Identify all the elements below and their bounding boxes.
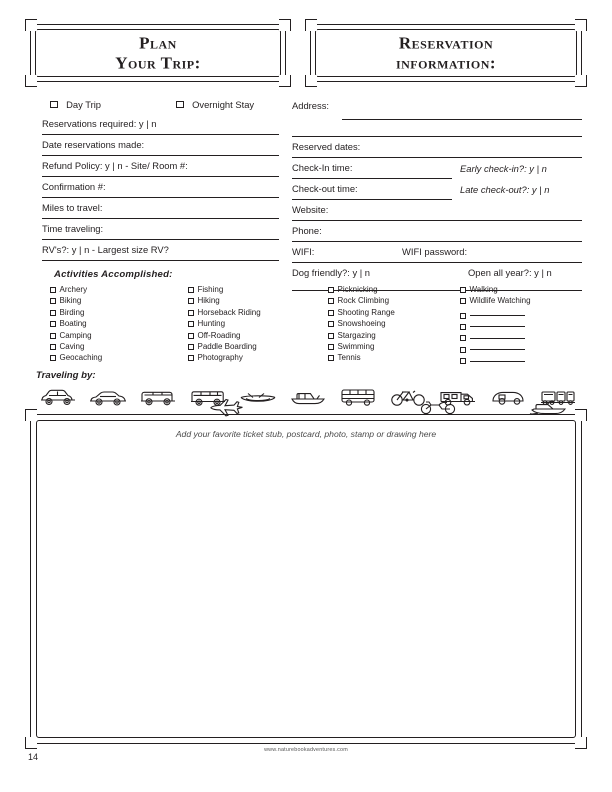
- phone-label: Phone:: [292, 225, 322, 236]
- overnight-stay-option[interactable]: [176, 98, 254, 110]
- check-in-time-label: Check-In time:: [292, 162, 353, 173]
- activity-label: Photography: [197, 353, 243, 363]
- activity-item[interactable]: [328, 352, 468, 363]
- reserved-dates-row[interactable]: [292, 139, 582, 160]
- activities-checklist: [36, 284, 588, 364]
- wifi-password-label: WIFI password:: [402, 246, 468, 257]
- time-traveling-row[interactable]: [42, 221, 279, 242]
- activity-label: Tennis: [337, 353, 361, 363]
- plan-title-line1: Plan: [139, 33, 177, 53]
- miles-to-travel-label: Miles to travel:: [42, 202, 103, 213]
- pet-and-season-row: [292, 265, 582, 285]
- check-out-time-label: Check-out time:: [292, 183, 358, 194]
- activity-label: Wildlife Watching: [469, 296, 531, 306]
- transport-icon-strip: [36, 385, 588, 411]
- activities-column-4: [460, 284, 580, 364]
- reserved-dates-rule: [292, 157, 582, 158]
- activity-label: Picknicking: [337, 285, 378, 294]
- trip-type-checkboxes: [42, 98, 279, 116]
- plan-your-trip-title: [31, 33, 285, 72]
- activity-item[interactable]: [328, 341, 468, 352]
- activity-item[interactable]: [188, 330, 328, 341]
- activity-blank-item[interactable]: [460, 318, 580, 329]
- activity-label: Hiking: [197, 296, 220, 306]
- open-all-year-label[interactable]: Open all year?: y | n: [468, 267, 552, 278]
- activity-item[interactable]: [188, 318, 328, 329]
- activity-label: Fishing: [197, 285, 224, 294]
- activity-label: Snowshoeing: [337, 319, 386, 329]
- activity-checkbox[interactable]: [188, 333, 194, 339]
- website-label: Website:: [292, 204, 329, 215]
- overnight-stay-label: Overnight Stay: [192, 99, 255, 111]
- footer-url: www.naturebookadventures.com: [264, 747, 348, 753]
- motorboat-icon[interactable]: [288, 385, 328, 409]
- traveling-by-heading: Traveling by:: [36, 370, 96, 381]
- miles-to-travel-row[interactable]: [42, 200, 279, 221]
- bicycle-icon[interactable]: [388, 385, 428, 409]
- activity-label: Boating: [59, 319, 87, 329]
- activity-blank-rule: [470, 349, 525, 350]
- activity-item[interactable]: [328, 307, 468, 318]
- activity-item[interactable]: [50, 352, 170, 363]
- reservations-required-rule: [42, 134, 279, 135]
- refund-policy-rule: [42, 176, 279, 177]
- minivan-icon[interactable]: [138, 385, 178, 409]
- canoe-icon[interactable]: [238, 385, 278, 409]
- activity-checkbox[interactable]: [188, 287, 194, 293]
- plaque-corner-notch: [279, 75, 291, 87]
- plaque-corner-notch: [305, 75, 317, 87]
- activity-checkbox[interactable]: [460, 358, 466, 364]
- reservations-required-row[interactable]: [42, 116, 279, 137]
- miles-to-travel-rule: [42, 218, 279, 219]
- reservation-information-title: [311, 33, 581, 72]
- address-label: Address:: [292, 100, 329, 111]
- reservation-title-line2: information:: [395, 53, 497, 72]
- activity-blank-rule: [470, 361, 525, 362]
- refund-policy-row[interactable]: [42, 158, 279, 179]
- activity-label: Birding: [59, 307, 85, 317]
- phone-rule: [292, 241, 582, 242]
- activity-checkbox[interactable]: [50, 355, 56, 361]
- address-rule: [342, 119, 582, 120]
- wifi-row[interactable]: [292, 244, 582, 265]
- reservations-required-label: Reservations required: y | n: [42, 118, 157, 129]
- activity-checkbox[interactable]: [188, 344, 194, 350]
- activity-label: Caving: [59, 342, 85, 352]
- activity-checkbox[interactable]: [328, 355, 334, 361]
- reservation-information-plaque: [310, 24, 582, 82]
- activity-blank-item[interactable]: [460, 307, 580, 318]
- activity-item[interactable]: [188, 341, 328, 352]
- website-rule: [292, 220, 582, 221]
- activity-checkbox[interactable]: [50, 298, 56, 304]
- activity-blank-item[interactable]: [460, 341, 580, 352]
- activity-item[interactable]: [328, 284, 468, 295]
- activity-checkbox[interactable]: [328, 321, 334, 327]
- dog-friendly-label[interactable]: Dog friendly?: y | n: [292, 267, 370, 278]
- address-rule-2: [292, 136, 582, 137]
- overnight-stay-checkbox[interactable]: [176, 101, 184, 109]
- train-icon[interactable]: [538, 385, 578, 409]
- activity-label: Biking: [59, 296, 82, 306]
- activity-label: Swimming: [337, 342, 375, 352]
- activity-checkbox[interactable]: [50, 344, 56, 350]
- activity-item[interactable]: [188, 307, 328, 318]
- plaque-corner-notch: [305, 19, 317, 31]
- plan-your-trip-section: [42, 98, 279, 280]
- activity-label: Camping: [59, 330, 92, 340]
- activity-label: Off-Roading: [197, 330, 241, 340]
- plaque-corner-notch: [279, 19, 291, 31]
- rv-label: RV's?: y | n - Largest size RV?: [42, 244, 169, 255]
- address-row[interactable]: [292, 98, 582, 122]
- activity-item[interactable]: [50, 330, 170, 341]
- reservation-title-line1: Reservation: [398, 33, 494, 53]
- check-out-time-rule: [292, 199, 452, 200]
- check-out-time-row[interactable]: [292, 181, 582, 202]
- activity-checkbox[interactable]: [50, 333, 56, 339]
- photo-box[interactable]: [30, 414, 582, 744]
- activity-checkbox[interactable]: [328, 287, 334, 293]
- time-traveling-label: Time traveling:: [42, 223, 104, 234]
- address-row-2[interactable]: [292, 122, 582, 139]
- check-in-time-rule: [292, 178, 452, 179]
- photo-box-hint: Add your favorite ticket stub, postcard, photo, stamp or drawing here: [175, 429, 437, 439]
- activity-checkbox[interactable]: [328, 333, 334, 339]
- activity-item[interactable]: [50, 307, 170, 318]
- plan-your-trip-plaque: [30, 24, 286, 82]
- activity-label: Horseback Riding: [197, 307, 261, 317]
- activity-item[interactable]: [460, 284, 580, 295]
- page-number: 14: [28, 752, 39, 762]
- confirmation-number-row[interactable]: [42, 179, 279, 200]
- activity-blank-item[interactable]: [460, 352, 580, 363]
- late-check-out-label[interactable]: Late check-out?: y | n: [460, 184, 550, 195]
- photo-box-corner-notch: [25, 409, 37, 421]
- activity-item[interactable]: [50, 295, 170, 306]
- activity-item[interactable]: [328, 295, 468, 306]
- activity-item[interactable]: [50, 341, 170, 352]
- confirmation-number-rule: [42, 197, 279, 198]
- activity-checkbox[interactable]: [328, 298, 334, 304]
- activity-item[interactable]: [328, 318, 468, 329]
- activities-column-2: [188, 284, 328, 364]
- teardrop-trailer-icon[interactable]: [488, 385, 528, 409]
- activity-label: Stargazing: [337, 330, 376, 340]
- activity-item[interactable]: [50, 318, 170, 329]
- day-trip-label: Day Trip: [66, 99, 102, 111]
- plaque-corner-notch: [575, 19, 587, 31]
- rv-row[interactable]: [42, 242, 279, 263]
- activity-checkbox[interactable]: [188, 321, 194, 327]
- date-reservations-made-label: Date reservations made:: [42, 139, 145, 150]
- activity-checkbox[interactable]: [50, 321, 56, 327]
- refund-policy-label: Refund Policy: y | n - Site/ Room #:: [42, 160, 188, 171]
- activities-column-1: [50, 284, 170, 364]
- header-plaques: [30, 24, 582, 84]
- plaque-corner-notch: [25, 75, 37, 87]
- wifi-rule: [292, 262, 582, 263]
- activity-checkbox[interactable]: [460, 298, 466, 304]
- website-row[interactable]: [292, 202, 582, 223]
- activity-label: Paddle Boarding: [197, 342, 257, 352]
- activities-accomplished-heading: Activities Accomplished:: [54, 269, 173, 280]
- date-reservations-made-row[interactable]: [42, 137, 279, 158]
- activity-label: Hunting: [197, 319, 226, 329]
- photo-box-corner-notch: [575, 409, 587, 421]
- reserved-dates-label: Reserved dates:: [292, 141, 361, 152]
- activity-checkbox[interactable]: [188, 310, 194, 316]
- rv-rule: [42, 260, 279, 261]
- activity-checkbox[interactable]: [50, 310, 56, 316]
- activity-label: Geocaching: [59, 353, 103, 363]
- car-icon[interactable]: [38, 385, 78, 409]
- activity-blank-rule: [470, 326, 525, 327]
- activity-label: Shooting Range: [337, 307, 395, 317]
- activity-item[interactable]: [50, 284, 170, 295]
- activity-checkbox[interactable]: [328, 310, 334, 316]
- wifi-label: WIFI:: [292, 246, 315, 257]
- suv-icon[interactable]: [188, 385, 228, 409]
- activities-column-3: [328, 284, 468, 364]
- confirmation-number-label: Confirmation #:: [42, 181, 106, 192]
- day-trip-checkbox[interactable]: [50, 101, 58, 109]
- activity-checkbox[interactable]: [460, 287, 466, 293]
- date-reservations-made-rule: [42, 155, 279, 156]
- activity-item[interactable]: [188, 352, 328, 363]
- plaque-corner-notch: [25, 19, 37, 31]
- bus-icon[interactable]: [338, 385, 378, 409]
- reservation-information-section: [292, 98, 582, 293]
- activity-label: Walking: [469, 285, 498, 294]
- activity-item[interactable]: [328, 330, 468, 341]
- plaque-corner-notch: [575, 75, 587, 87]
- activity-item[interactable]: [188, 284, 328, 295]
- early-check-in-label[interactable]: Early check-in?: y | n: [460, 163, 547, 174]
- rv-camper-icon[interactable]: [438, 385, 478, 409]
- activity-checkbox[interactable]: [188, 355, 194, 361]
- phone-row[interactable]: [292, 223, 582, 244]
- activity-checkbox[interactable]: [328, 344, 334, 350]
- activity-label: Rock Climbing: [337, 296, 390, 306]
- traveling-by-section: [36, 370, 588, 411]
- activity-item[interactable]: [188, 295, 328, 306]
- check-in-time-row[interactable]: [292, 160, 582, 181]
- activity-blank-rule: [470, 315, 525, 316]
- activity-blank-rule: [470, 338, 525, 339]
- plan-title-line2: Your Trip:: [115, 53, 201, 72]
- time-traveling-rule: [42, 239, 279, 240]
- activity-item[interactable]: [460, 295, 580, 306]
- sports-car-icon[interactable]: [88, 385, 128, 409]
- activity-checkbox[interactable]: [188, 298, 194, 304]
- activity-label: Archery: [59, 285, 88, 294]
- day-trip-option[interactable]: [50, 98, 101, 110]
- activity-checkbox[interactable]: [50, 287, 56, 293]
- activity-blank-item[interactable]: [460, 330, 580, 341]
